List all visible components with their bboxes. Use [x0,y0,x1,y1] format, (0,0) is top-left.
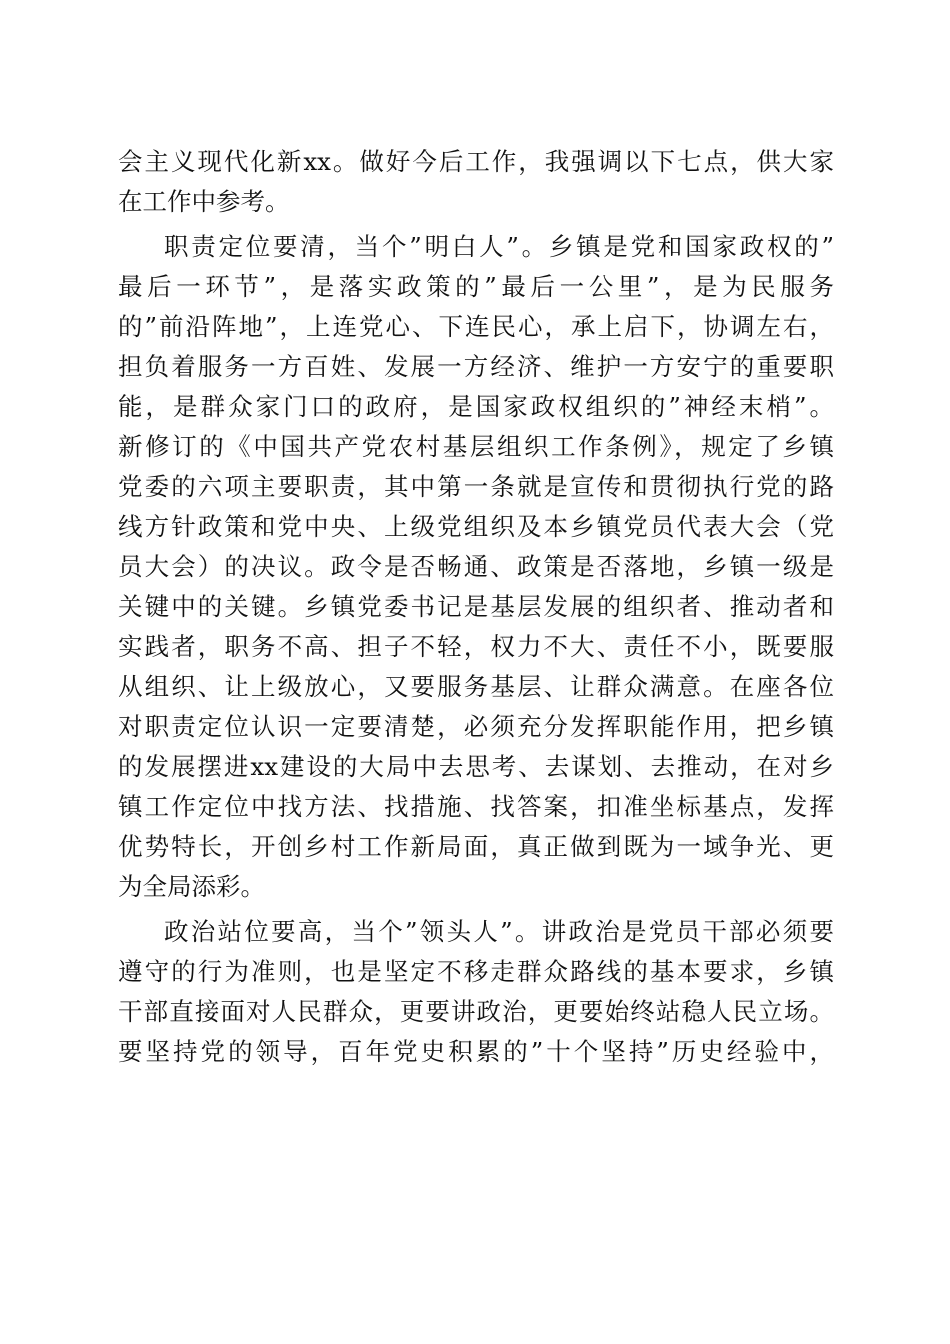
text-line: 遵守的行为准则，也是坚定不移走群众路线的基本要求，乡镇 [118,957,834,986]
text-line: 的”前沿阵地”，上连党心、下连民心，承上启下，协调左右， [118,312,834,341]
text-line: 担负着服务一方百姓、发展一方经济、维护一方安宁的重要职 [118,352,834,381]
text-line: 对职责定位认识一定要清楚，必须充分发挥职能作用，把乡镇 [118,712,834,741]
paragraph-continuation [118,142,834,222]
text-line: 最后一环节”，是落实政策的”最后一公里”，是为民服务 [118,272,834,301]
paragraph-duty-positioning [118,227,834,907]
text-line: 干部直接面对人民群众，更要讲政治，更要始终站稳人民立场。 [118,997,834,1026]
text-line: 党委的六项主要职责，其中第一条就是宣传和贯彻执行党的路 [118,472,834,501]
text-line: 的发展摆进xx建设的大局中去思考、去谋划、去推动，在对乡 [118,752,834,781]
text-line: 要坚持党的领导，百年党史积累的”十个坚持”历史经验中， [118,1037,834,1066]
text-line: 能，是群众家门口的政府，是国家政权组织的”神经末梢”。 [118,392,834,421]
text-line: 为全局添彩。 [118,872,265,901]
text-line: 从组织、让上级放心，又要服务基层、让群众满意。在座各位 [118,672,834,701]
text-line: 员大会）的决议。政令是否畅通、政策是否落地，乡镇一级是 [118,552,834,581]
text-line: 线方针政策和党中央、上级党组织及本乡镇党员代表大会（党 [118,512,834,541]
paragraph-political-stance [118,912,834,1072]
document-body [118,142,834,1072]
text-line: 优势特长，开创乡村工作新局面，真正做到既为一域争光、更 [118,832,834,861]
text-line: 新修订的《中国共产党农村基层组织工作条例》，规定了乡镇 [118,432,834,461]
text-line: 职责定位要清，当个”明白人”。乡镇是党和国家政权的” [164,232,834,261]
text-line: 在工作中参考。 [118,187,290,216]
text-line: 镇工作定位中找方法、找措施、找答案，扣准坐标基点，发挥 [118,792,834,821]
text-line: 政治站位要高，当个”领头人”。讲政治是党员干部必须要 [164,917,834,946]
text-line: 实践者，职务不高、担子不轻，权力不大、责任不小，既要服 [118,632,834,661]
text-line: 关键中的关键。乡镇党委书记是基层发展的组织者、推动者和 [118,592,834,621]
text-line: 会主义现代化新xx。做好今后工作，我强调以下七点，供大家 [118,147,834,176]
